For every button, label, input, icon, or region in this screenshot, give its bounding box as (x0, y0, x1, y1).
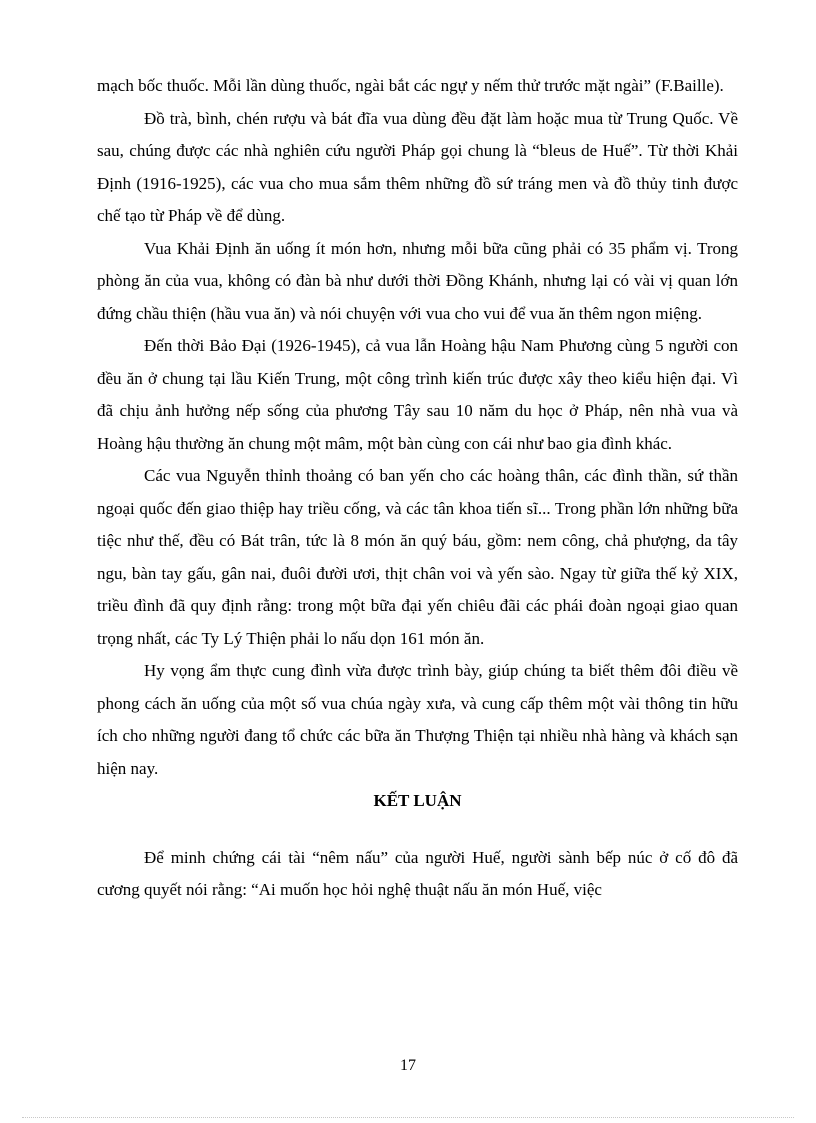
page-number: 17 (400, 1057, 416, 1074)
paragraph-conclusion: Để minh chứng cái tài “nêm nấu” của người Huế, người sành bếp núc ở cố đô đã cương quyết nói rằng: “Ai muốn học hỏi nghệ thuật nấu ăn món Huế, việc (97, 847, 738, 899)
section-heading-conclusion: KẾT LUẬN (373, 791, 462, 810)
paragraph-continuation: mạch bốc thuốc. Mỗi lần dùng thuốc, ngài bắt các ngự y nếm thử trước mặt ngài” (F.Baille). (97, 76, 724, 95)
paragraph-closing: Hy vọng ẩm thực cung đình vừa được trình bày, giúp chúng ta biết thêm đôi điều về phong cách ăn uống của một số vua chúa ngày xưa, và cung cấp thêm một vài thông tin hữu ích cho những người đang tổ chức các bữa ăn Thượng Thiện tại nhiều nhà hàng và khách sạn hiện nay. (97, 661, 738, 778)
paragraph-khai-dinh: Vua Khải Định ăn uống ít món hơn, nhưng mỗi bữa cũng phải có 35 phẩm vị. Trong phòng ăn của vua, không có đàn bà như dưới thời Đồng Khánh, nhưng lại có vài vị quan lớn đứng chầu thiện (hầu vua ăn) và nói chuyện với vua cho vui để vua ăn thêm ngon miệng. (97, 238, 738, 323)
page-bottom-border (22, 1117, 794, 1118)
document-body (97, 70, 738, 907)
heading-spacer (97, 818, 738, 842)
paragraph-tableware: Đồ trà, bình, chén rượu và bát đĩa vua dùng đều đặt làm hoặc mua từ Trung Quốc. Về sau, chúng được các nhà nghiên cứu người Pháp gọi chung là “bleus de Huế”. Từ thời Khải Định (1916-1925), các vua cho mua sắm thêm những đồ sứ tráng men và đồ thủy tinh được chế tạo từ Pháp về để dùng. (97, 108, 738, 225)
paragraph-banquets: Các vua Nguyễn thỉnh thoảng có ban yến cho các hoàng thân, các đình thần, sứ thần ngoại quốc đến giao thiệp hay triều cống, và các tân khoa tiến sĩ... Trong phần lớn những bữa tiệc như thế, đều có Bát trân, tức là 8 món ăn quý báu, gồm: nem công, chả phượng, da tây ngu, bàn tay gấu, gân nai, đuôi đười ươi, thịt chân voi và yến sào. Ngay từ giữa thế kỷ XIX, triều đình đã quy định rằng: trong một bữa đại yến chiêu đãi các phái đoàn ngoại giao quan trọng nhất, các Ty Lý Thiện phải lo nấu dọn 161 món ăn. (97, 466, 738, 648)
paragraph-bao-dai: Đến thời Bảo Đại (1926-1945), cả vua lẫn Hoàng hậu Nam Phương cùng 5 người con đều ăn ở chung tại lầu Kiến Trung, một công trình kiến trúc được xây theo kiểu hiện đại. Vì đã chịu ảnh hưởng nếp sống của phương Tây sau 10 năm du học ở Pháp, nên nhà vua và Hoàng hậu thường ăn chung một mâm, một bàn cùng con cái như bao gia đình khác. (97, 336, 738, 453)
